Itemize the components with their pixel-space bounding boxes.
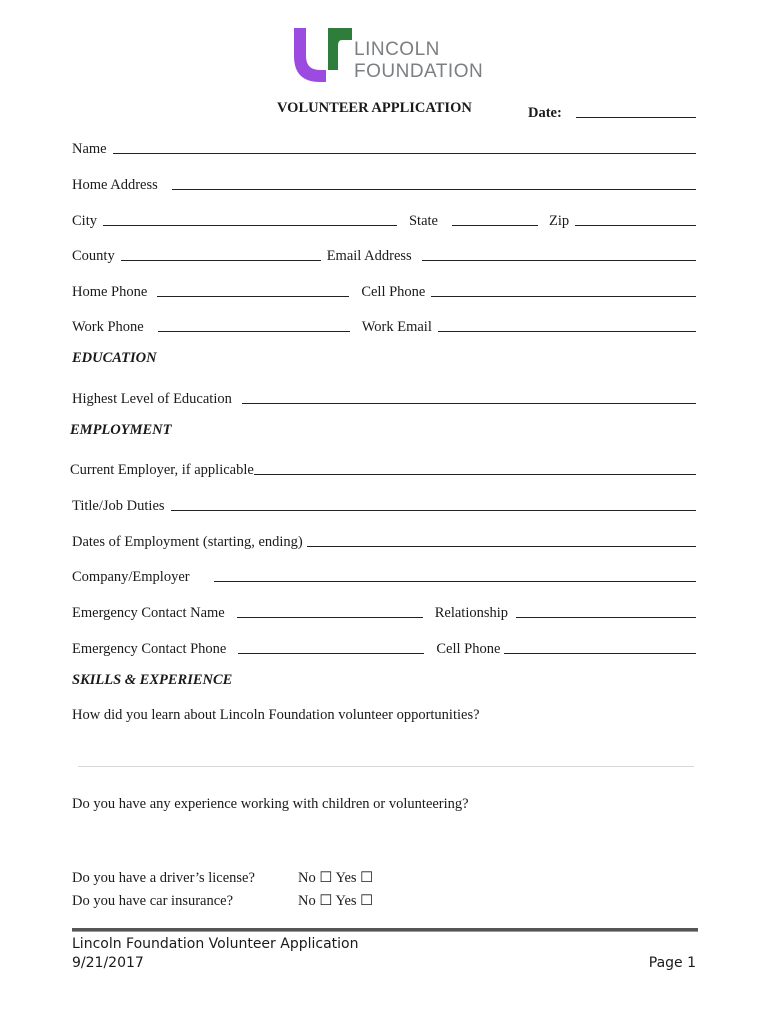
form-title: VOLUNTEER APPLICATION <box>277 100 472 116</box>
zip-input-line[interactable] <box>575 225 696 226</box>
title-duties-input-line[interactable] <box>171 510 696 511</box>
employment-dates-input-line[interactable] <box>307 546 696 547</box>
drivers-license-options <box>298 870 373 887</box>
lincoln-foundation-logo <box>292 26 482 86</box>
name-input-line[interactable] <box>113 153 696 154</box>
emergency-cell-phone-label: Cell Phone <box>436 641 501 657</box>
company-row <box>72 564 696 586</box>
footer-date: 9/21/2017 <box>72 955 144 971</box>
home-phone-input-line[interactable] <box>157 296 349 297</box>
home-address-row <box>72 172 696 194</box>
footer-doc-title: Lincoln Foundation Volunteer Application <box>72 936 359 952</box>
zip-label: Zip <box>548 213 570 229</box>
title-duties-label: Title/Job Duties <box>72 498 165 514</box>
question-car-insurance: Do you have car insurance? <box>72 893 234 909</box>
question-drivers-license: Do you have a driver’s license? <box>72 870 255 886</box>
home-phone-label: Home Phone <box>72 284 148 300</box>
answer-line[interactable] <box>78 766 694 767</box>
car-insurance-no-checkbox[interactable]: No ☐ <box>298 893 333 909</box>
work-phone-label: Work Phone <box>72 319 144 335</box>
emergency-name-row <box>72 600 696 622</box>
car-insurance-options <box>298 893 373 910</box>
home-cell-phone-row <box>72 279 696 301</box>
state-input-line[interactable] <box>452 225 538 226</box>
emergency-phone-input-line[interactable] <box>238 653 424 654</box>
employment-dates-label: Dates of Employment (starting, ending) <box>72 534 303 550</box>
emergency-cell-phone-input-line[interactable] <box>504 653 696 654</box>
email-label: Email Address <box>326 248 412 264</box>
company-label: Company/Employer <box>72 569 190 585</box>
city-label: City <box>72 213 97 229</box>
home-address-label: Home Address <box>72 177 158 193</box>
relationship-label: Relationship <box>434 605 509 621</box>
current-employer-row <box>70 457 696 479</box>
home-address-input-line[interactable] <box>172 189 696 190</box>
name-label: Name <box>72 141 107 157</box>
question-learn-about: How did you learn about Lincoln Foundation volunteer opportunities? <box>72 707 480 723</box>
county-email-row <box>72 243 696 265</box>
education-level-input-line[interactable] <box>242 403 696 404</box>
drivers-license-no-checkbox[interactable]: No ☐ <box>298 870 333 886</box>
email-input-line[interactable] <box>422 260 696 261</box>
work-email-input-line[interactable] <box>438 331 696 332</box>
current-employer-label: Current Employer, if applicable <box>70 462 254 478</box>
title-duties-row <box>72 493 696 515</box>
company-input-line[interactable] <box>214 581 696 582</box>
city-state-zip-row <box>72 208 696 230</box>
state-label: State <box>408 213 438 229</box>
date-input-line[interactable] <box>576 117 696 118</box>
city-input-line[interactable] <box>103 225 397 226</box>
drivers-license-yes-checkbox[interactable]: Yes ☐ <box>335 870 374 886</box>
logo-text-foundation: FOUNDATION <box>354 61 484 82</box>
county-input-line[interactable] <box>121 260 321 261</box>
question-experience: Do you have any experience working with children or volunteering? <box>72 796 469 812</box>
date-field[interactable] <box>528 100 696 122</box>
county-label: County <box>72 248 115 264</box>
car-insurance-yes-checkbox[interactable]: Yes ☐ <box>335 893 374 909</box>
relationship-input-line[interactable] <box>516 617 696 618</box>
work-phone-email-row <box>72 314 696 336</box>
education-level-row <box>72 386 696 408</box>
current-employer-input-line[interactable] <box>254 474 696 475</box>
education-heading: EDUCATION <box>72 350 157 366</box>
footer-divider <box>72 928 698 932</box>
date-label: Date: <box>528 105 562 121</box>
name-row <box>72 136 696 158</box>
emergency-name-input-line[interactable] <box>237 617 423 618</box>
work-phone-input-line[interactable] <box>158 331 350 332</box>
page-number: Page 1 <box>648 955 696 971</box>
logo-mark-icon <box>292 26 354 84</box>
skills-heading: SKILLS & EXPERIENCE <box>72 672 233 688</box>
emergency-phone-label: Emergency Contact Phone <box>72 641 227 657</box>
emergency-name-label: Emergency Contact Name <box>72 605 225 621</box>
logo-text-lincoln: LINCOLN <box>354 39 440 60</box>
emergency-phone-row <box>72 636 696 658</box>
employment-dates-row <box>72 529 696 551</box>
employment-heading: EMPLOYMENT <box>70 422 172 438</box>
education-level-label: Highest Level of Education <box>72 391 232 407</box>
cell-phone-input-line[interactable] <box>431 296 696 297</box>
cell-phone-label: Cell Phone <box>361 284 426 300</box>
work-email-label: Work Email <box>361 319 432 335</box>
